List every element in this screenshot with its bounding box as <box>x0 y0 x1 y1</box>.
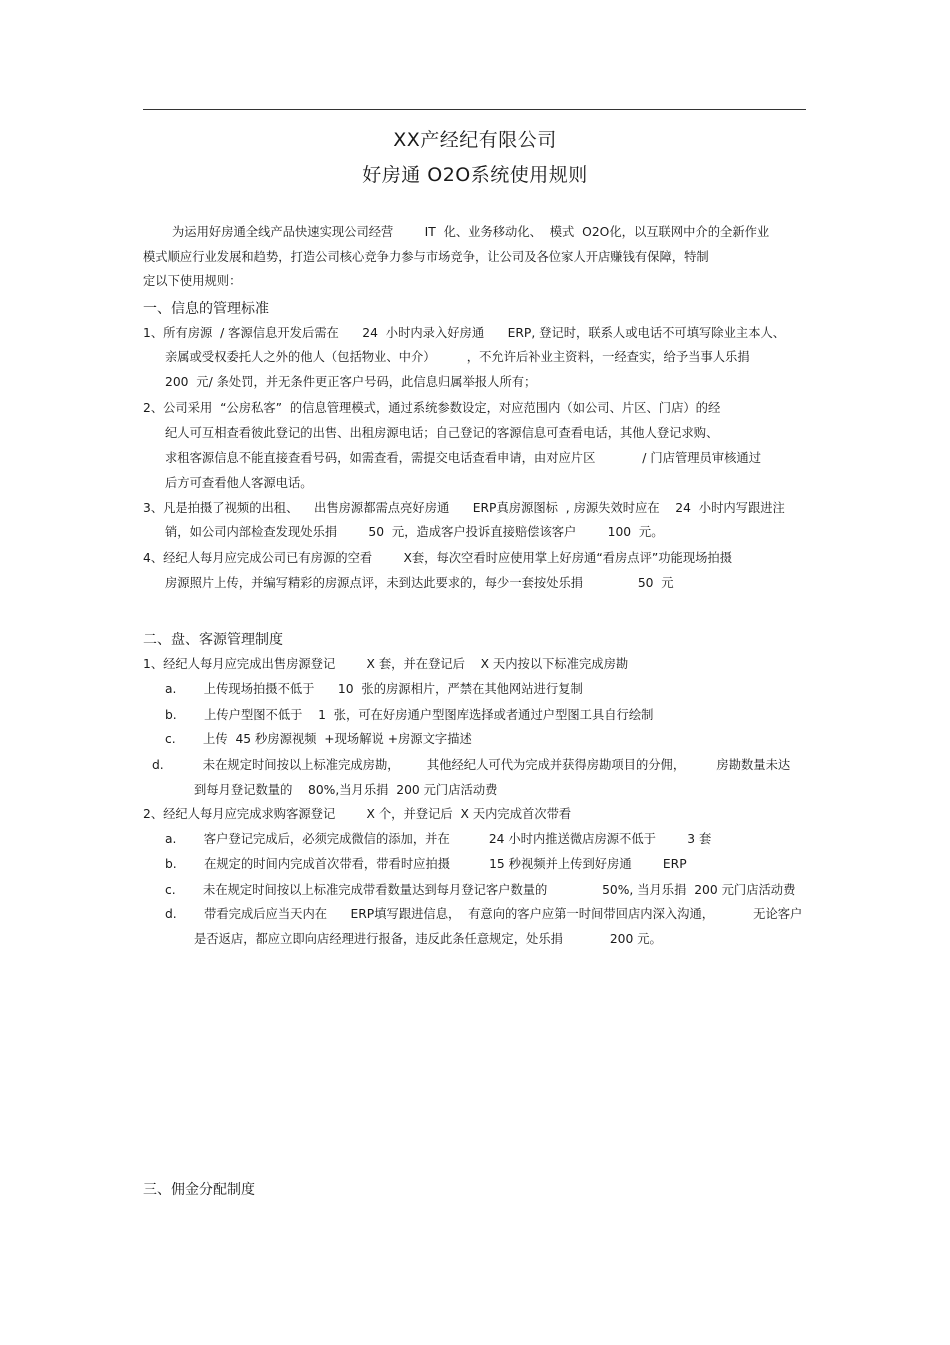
rule-item-line: 2、经纪人每月应完成求购客源登记 X 个，并登记后 X 天内完成首次带看 <box>143 807 572 821</box>
intro-line: 模式顺应行业发展和趋势，打造公司核心竞争力参与市场竞争，让公司及各位家人开店赚钱有保障，特制 <box>143 250 709 264</box>
section-heading: 三、佣金分配制度 <box>143 1182 255 1198</box>
sub-item-line: c. 未在规定时间按以上标准完成带看数量达到每月登记客户数量的 50%, 当月乐捐 200 元门店活动费 <box>165 883 796 897</box>
rule-item-line: 纪人可互相查看彼此登记的出售、出租房源电话；自己登记的客源信息可查看电话，其他人登记求购、 <box>165 426 719 440</box>
sub-item-line: c. 上传 45 秒房源视频 +现场解说 +房源文字描述 <box>165 732 472 746</box>
rule-item-line: 亲属或受权委托人之外的他人（包括物业、中介） ，不允许后补业主资料，一经查实，给予当事人乐捐 <box>165 350 750 364</box>
rule-item-line: 求租客源信息不能直接查看号码，如需查看，需提交电话查看申请，由对应片区 / 门店管理员审核通过 <box>165 451 762 465</box>
rule-item-line: 销，如公司内部检查发现处乐捐 50 元，造成客户投诉直接赔偿该客户 100 元。 <box>165 525 664 539</box>
rule-item-line: 后方可查看他人客源电话。 <box>165 476 313 490</box>
rule-item-line: 200 元/ 条处罚，并无条件更正客户号码，此信息归属举报人所有； <box>165 375 537 389</box>
intro-line: 为运用好房通全线产品快速实现公司经营 IT 化、业务移动化、 模式 O2O化，以互联网中介的全新作业 <box>172 225 770 239</box>
sub-item-line: d. 带看完成后应当天内在 ERP填写跟进信息， 有意向的客户应第一时间带回店内深入沟通， 无论客户 <box>165 907 803 921</box>
rule-item-line: 2、公司采用 “公房私客” 的信息管理模式，通过系统参数设定，对应范围内（如公司、片区、门店）的经 <box>143 401 721 415</box>
rule-item-line: 1、所有房源 / 客源信息开发后需在 24 小时内录入好房通 ERP, 登记时，联系人或电话不可填写除业主本人、 <box>143 326 786 340</box>
company-title: XX产经纪有限公司 <box>393 129 557 151</box>
rule-item-line: 4、经纪人每月应完成公司已有房源的空看 X套，每次空看时应使用掌上好房通“看房点评”功能现场拍摄 <box>143 551 733 565</box>
header-rule <box>143 109 806 110</box>
rule-item-line: 1、经纪人每月应完成出售房源登记 X 套，并在登记后 X 天内按以下标准完成房勘 <box>143 657 629 671</box>
intro-line: 定以下使用规则： <box>143 274 242 288</box>
rule-item-line: 房源照片上传，并编写精彩的房源点评，未到达此要求的，每少一套按处乐捐 50 元 <box>165 576 674 590</box>
sub-item-line: 到每月登记数量的 80%,当月乐捐 200 元门店活动费 <box>194 783 498 797</box>
sub-item-line: a. 上传现场拍摄不低于 10 张的房源相片，严禁在其他网站进行复制 <box>165 682 583 696</box>
sub-item-line: d. 未在规定时间按以上标准完成房勘， 其他经纪人可代为完成并获得房勘项目的分佣， 房勘数量未达 <box>152 758 791 772</box>
rule-item-line: 3、凡是拍摄了视频的出租、 出售房源都需点亮好房通 ERP真房源图标 , 房源失效时应在 24 小时内写跟进注 <box>143 501 785 515</box>
sub-item-line: b. 在规定的时间内完成首次带看，带看时应拍摄 15 秒视频并上传到好房通 ERP <box>165 857 687 871</box>
sub-item-line: b. 上传户型图不低于 1 张，可在好房通户型图库选择或者通过户型图工具自行绘制 <box>165 708 654 722</box>
section-heading: 一、信息的管理标准 <box>143 301 269 317</box>
sub-item-line: 是否返店，都应立即向店经理进行报备，违反此条任意规定，处乐捐 200 元。 <box>194 932 662 946</box>
section-heading: 二、盘、客源管理制度 <box>143 632 283 648</box>
document-title: 好房通 O2O系统使用规则 <box>362 164 588 186</box>
sub-item-line: a. 客户登记完成后，必须完成微信的添加，并在 24 小时内推送微店房源不低于 3 套 <box>165 832 712 846</box>
